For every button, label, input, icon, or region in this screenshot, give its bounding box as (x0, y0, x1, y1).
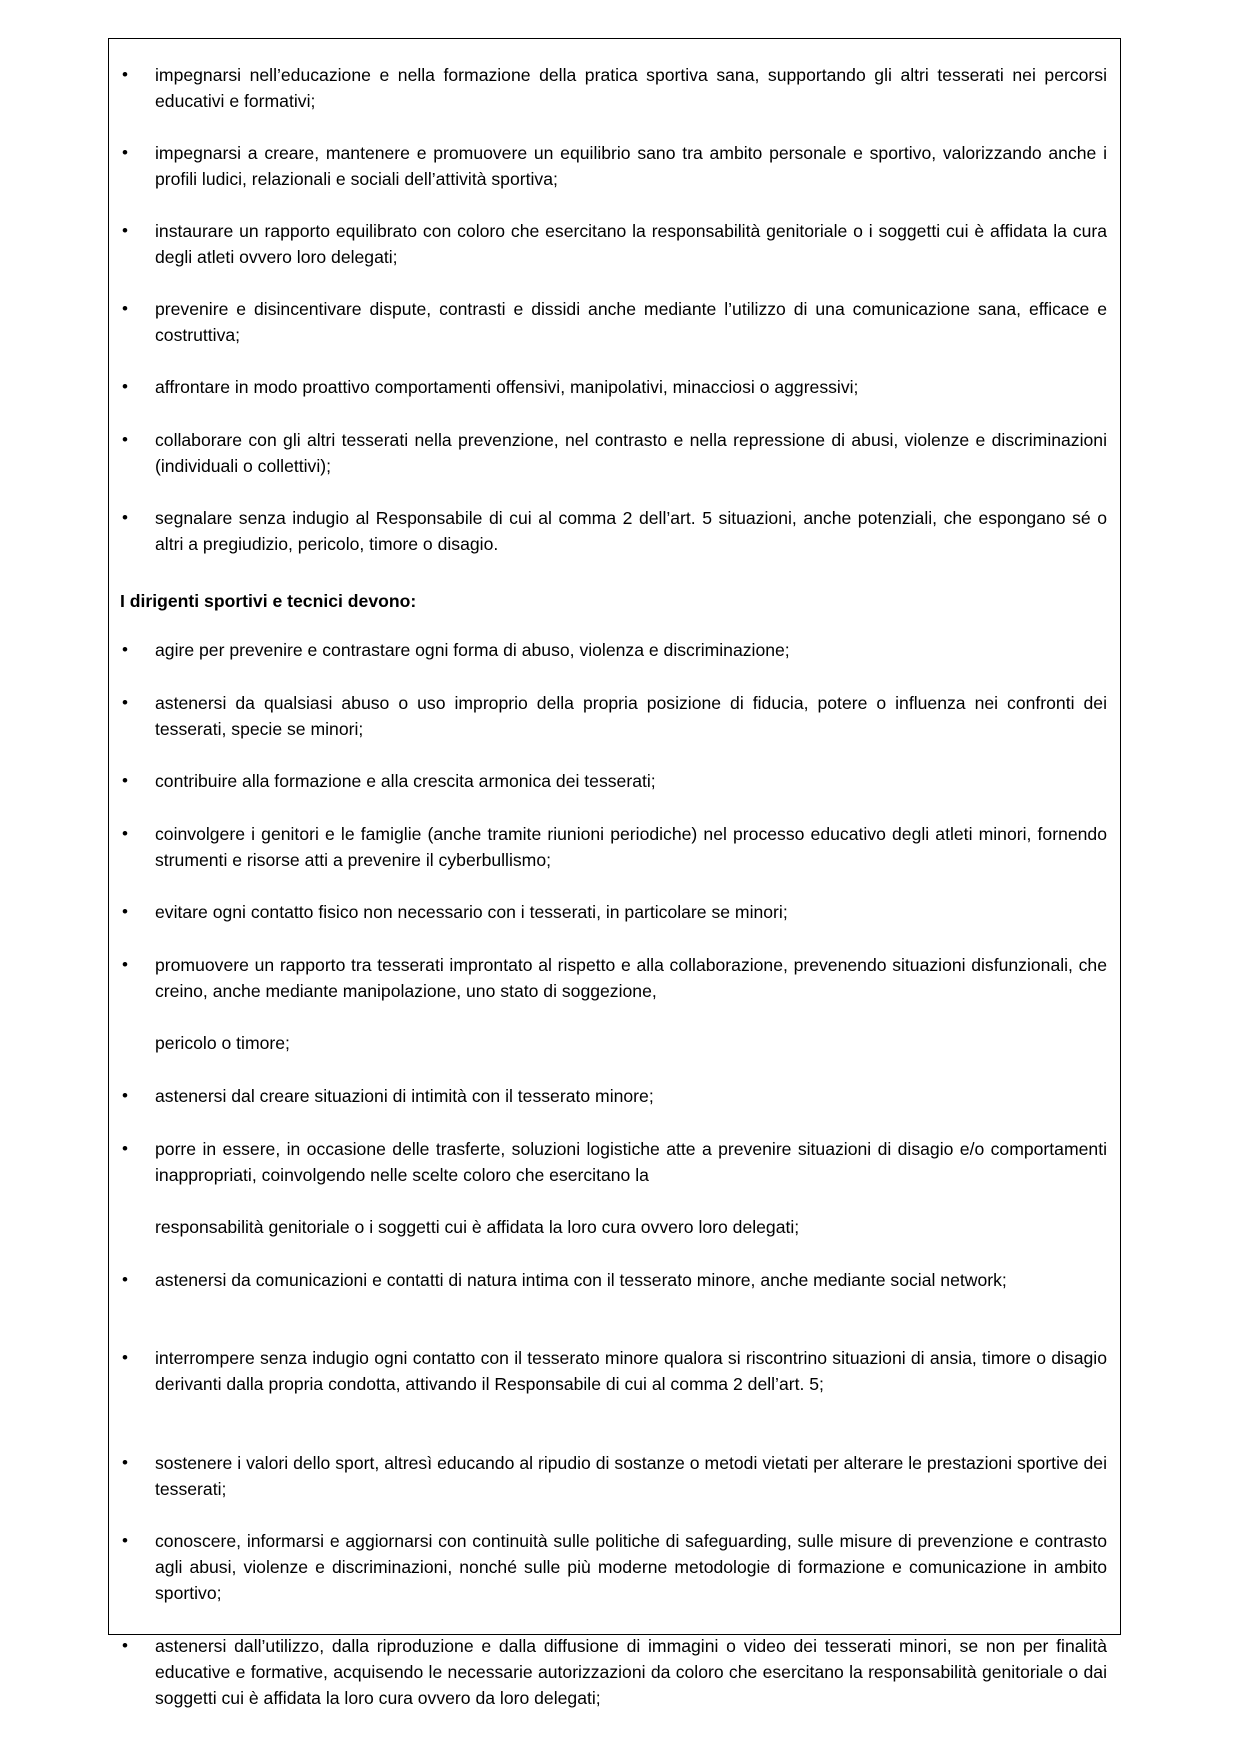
list-item-text: evitare ogni contatto fisico non necessario con i tesserati, in particolare se minori; (155, 902, 788, 922)
bullet: • (122, 143, 128, 162)
list-item-text: astenersi dall’utilizzo, dalla riproduzione e dalla diffusione di immagini o video dei tesserati minori, se non per finalità educative e formative, acquisendo le necessarie autorizzazioni da coloro che esercitano la responsabilità genitoriale o dai soggetti cui è affidata la loro cura ovvero da loro delegati; (155, 1636, 1107, 1708)
list-item-text: agire per prevenire e contrastare ogni forma di abuso, violenza e discriminazione; (155, 640, 790, 660)
list-item-text: promuovere un rapporto tra tesserati improntato al rispetto e alla collaborazione, prevenendo situazioni disfunzionali, che creino, anche mediante manipolazione, uno stato di soggezione, (155, 955, 1107, 1001)
bullet: • (122, 65, 128, 84)
bullet: • (122, 1636, 128, 1655)
list-item-text: prevenire e disincentivare dispute, contrasti e dissidi anche mediante l’utilizzo di una comunicazione sana, efficace e costruttiva; (155, 299, 1107, 345)
list-item-text: collaborare con gli altri tesserati nella prevenzione, nel contrasto e nella repressione di abusi, violenze e discriminazioni (individuali o collettivi); (155, 430, 1107, 476)
bullet: • (122, 771, 128, 790)
bullet: • (122, 377, 128, 396)
list-item-text: segnalare senza indugio al Responsabile di cui al comma 2 dell’art. 5 situazioni, anche potenziali, che espongano sé o altri a pregiudizio, pericolo, timore o disagio. (155, 508, 1107, 554)
bullet: • (122, 508, 128, 527)
list-item-text: sostenere i valori dello sport, altresì educando al ripudio di sostanze o metodi vietati per alterare le prestazioni sportive dei tesserati; (155, 1453, 1107, 1499)
list-item-text: conoscere, informarsi e aggiornarsi con continuità sulle politiche di safeguarding, sulle misure di prevenzione e contrasto agli abusi, violenze e discriminazioni, nonché sulle più moderne metodologie di formazione e comunicazione in ambito sportivo; (155, 1531, 1107, 1603)
bullet: • (122, 430, 128, 449)
list-item-text: porre in essere, in occasione delle trasferte, soluzioni logistiche atte a prevenire situazioni di disagio e/o comportamenti inappropriati, coinvolgendo nelle scelte coloro che esercitano la (155, 1139, 1107, 1185)
list-item-text: astenersi da qualsiasi abuso o uso improprio della propria posizione di fiducia, potere o influenza nei confronti dei tesserati, specie se minori; (155, 693, 1107, 739)
section-heading: I dirigenti sportivi e tecnici devono: (120, 591, 417, 611)
bullet: • (122, 824, 128, 843)
list-item-text: impegnarsi nell’educazione e nella formazione della pratica sportiva sana, supportando gli altri tesserati nei percorsi educativi e formativi; (155, 65, 1107, 111)
bullet: • (122, 693, 128, 712)
list-item-text: astenersi dal creare situazioni di intimità con il tesserato minore; (155, 1086, 654, 1106)
bullet: • (122, 1348, 128, 1367)
list-item-text: impegnarsi a creare, mantenere e promuovere un equilibrio sano tra ambito personale e sportivo, valorizzando anche i profili ludici, relazionali e sociali dell’attività sportiva; (155, 143, 1107, 189)
bullet: • (122, 1531, 128, 1550)
list-item-text: interrompere senza indugio ogni contatto con il tesserato minore qualora si riscontrino situazioni di ansia, timore o disagio derivanti dalla propria condotta, attivando il Responsabile di cui al comma 2 dell’art. 5; (155, 1348, 1107, 1394)
bullet: • (122, 221, 128, 240)
bullet: • (122, 299, 128, 318)
bullet: • (122, 902, 128, 921)
bullet: • (122, 1453, 128, 1472)
list-item-text: astenersi da comunicazioni e contatti di natura intima con il tesserato minore, anche mediante social network; (155, 1270, 1007, 1290)
list-item-text: affrontare in modo proattivo comportamenti offensivi, manipolativi, minacciosi o aggressivi; (155, 377, 859, 397)
document-frame (108, 38, 1121, 1708)
bullet: • (122, 640, 128, 659)
list-item-text: pericolo o timore; (155, 1033, 290, 1053)
list-item-text: coinvolgere i genitori e le famiglie (anche tramite riunioni periodiche) nel processo educativo degli atleti minori, fornendo strumenti e risorse atti a prevenire il cyberbullismo; (155, 824, 1107, 870)
bullet: • (122, 1139, 128, 1158)
list-item-text: instaurare un rapporto equilibrato con coloro che esercitano la responsabilità genitoriale o i soggetti cui è affidata la cura degli atleti ovvero loro delegati; (155, 221, 1107, 267)
bullet: • (122, 955, 128, 974)
bullet: • (122, 1270, 128, 1289)
list-item-text: responsabilità genitoriale o i soggetti cui è affidata la loro cura ovvero loro delegati; (155, 1217, 800, 1237)
list-item-text: contribuire alla formazione e alla crescita armonica dei tesserati; (155, 771, 656, 791)
bullet: • (122, 1086, 128, 1105)
